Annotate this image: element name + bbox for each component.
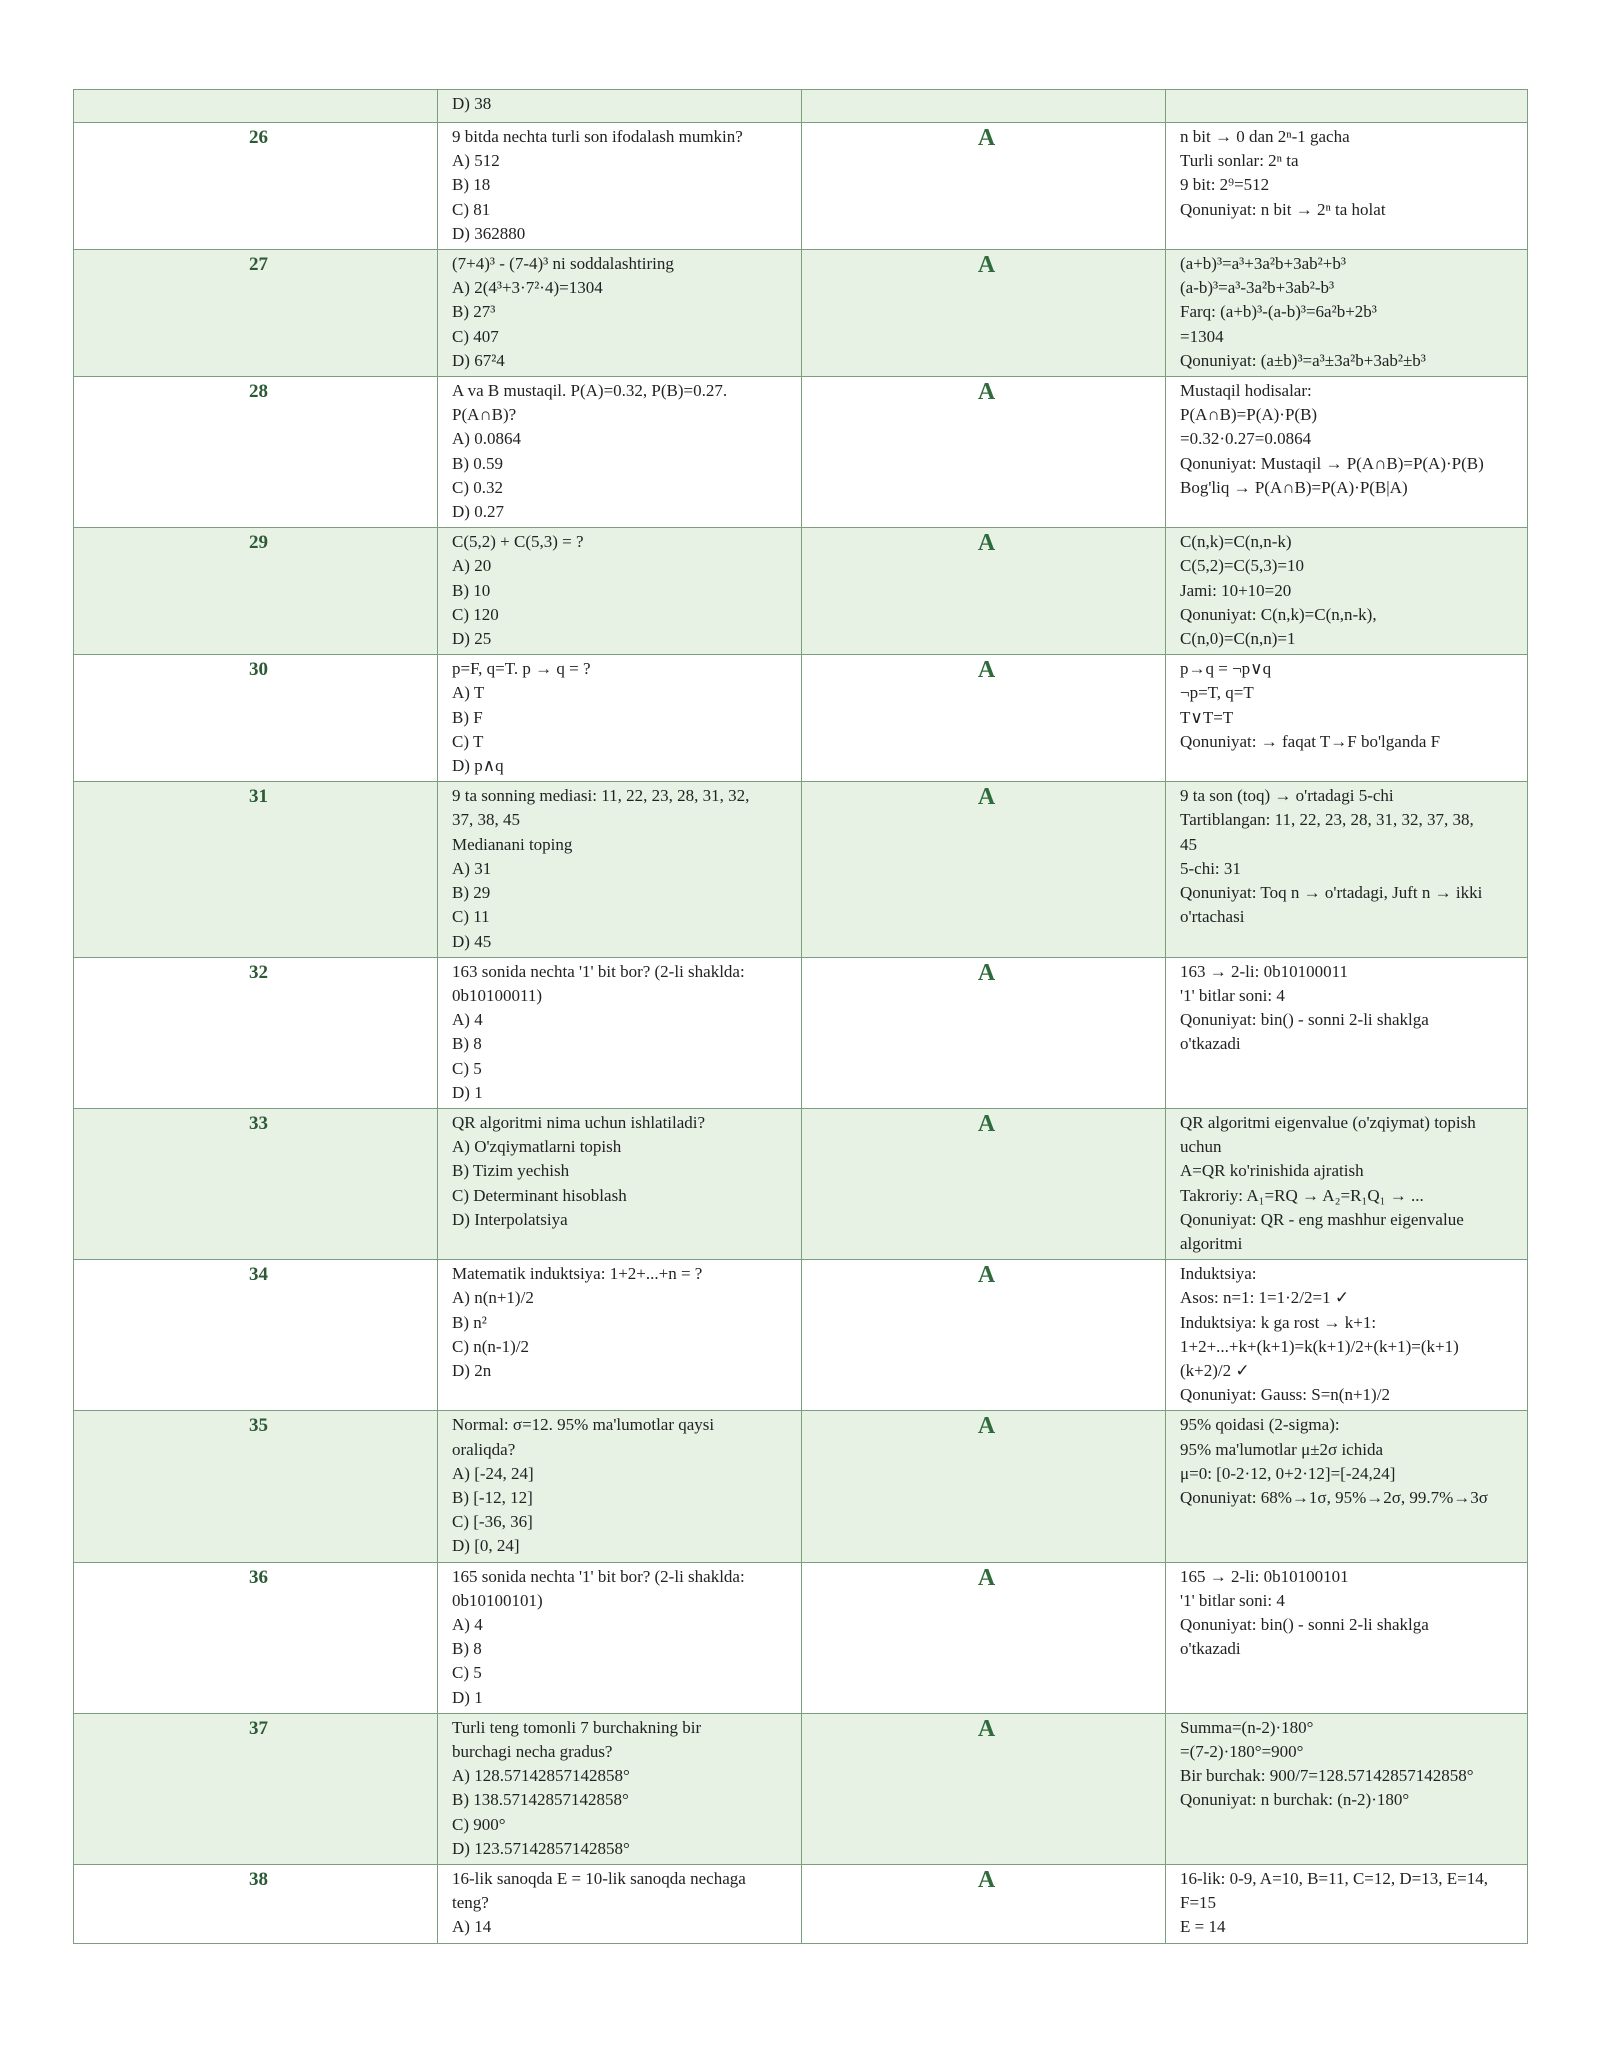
table-row	[74, 123, 1528, 250]
question-line: D) 38	[452, 94, 492, 113]
question-line: D) Interpolatsiya	[452, 1209, 568, 1229]
explanation-line: =0.32·0.27=0.0864	[1180, 429, 1312, 449]
quiz-table-body	[74, 90, 1528, 1944]
question-cell	[438, 250, 802, 377]
question-line: A) 14	[452, 1917, 492, 1937]
question-line: D) 2n	[452, 1360, 492, 1380]
question-number: 26	[74, 123, 438, 250]
correct-answer: A	[802, 1865, 1166, 1944]
explanation-line: o'tkazadi	[1180, 1034, 1241, 1054]
correct-answer: A	[802, 123, 1166, 250]
question-text: A va B mustaqil. P(A)=0.32, P(B)=0.27.	[452, 381, 728, 401]
question-line: D) 123.57142857142858°	[452, 1838, 630, 1858]
correct-answer: A	[802, 377, 1166, 528]
question-number: 34	[74, 1260, 438, 1411]
question-line: B) 29	[452, 883, 491, 903]
question-cell	[438, 90, 802, 123]
question-line: A) O'zqiymatlarni topish	[452, 1137, 622, 1157]
question-text: Turli teng tomonli 7 burchakning bir	[452, 1717, 702, 1737]
explanation-cell	[1166, 90, 1528, 123]
question-text: 16-lik sanoqda E = 10-lik sanoqda nechaga	[452, 1869, 746, 1889]
question-line: C) 407	[452, 326, 499, 346]
question-line: C) 900°	[452, 1814, 506, 1834]
explanation-cell	[1166, 528, 1528, 655]
explanation-line: uchun	[1180, 1137, 1222, 1157]
explanation-line: 16-lik: 0-9, A=10, B=11, C=12, D=13, E=14,	[1180, 1869, 1488, 1889]
explanation-cell	[1166, 250, 1528, 377]
question-line: B) 18	[452, 175, 491, 195]
correct-answer: A	[802, 1108, 1166, 1259]
explanation-line: 163 → 2-li: 0b10100011	[1180, 961, 1348, 981]
question-text: Matematik induktsiya: 1+2+...+n = ?	[452, 1264, 703, 1284]
question-cell	[438, 1411, 802, 1562]
explanation-line: Qonuniyat: n bit → 2ⁿ ta holat	[1180, 199, 1386, 219]
explanation-line: ¬p=T, q=T	[1180, 683, 1254, 703]
quiz-table	[73, 89, 1528, 1944]
explanation-line: Qonuniyat: QR - eng mashhur eigenvalue	[1180, 1209, 1464, 1229]
question-cell	[438, 1108, 802, 1259]
explanation-line: n bit → 0 dan 2ⁿ-1 gacha	[1180, 127, 1350, 146]
question-line: D) 67²4	[452, 350, 505, 370]
question-number: 37	[74, 1713, 438, 1864]
table-row	[74, 957, 1528, 1108]
question-line: burchagi necha gradus?	[452, 1742, 613, 1761]
explanation-line: Qonuniyat: C(n,k)=C(n,n-k),	[1180, 604, 1377, 624]
correct-answer: A	[802, 957, 1166, 1108]
question-number: 29	[74, 528, 438, 655]
explanation-line: (k+2)/2 ✓	[1180, 1360, 1250, 1380]
explanation-line: =1304	[1180, 326, 1224, 346]
question-number	[74, 90, 438, 123]
question-line: D) 45	[452, 931, 492, 951]
explanation-line: 9 ta son (toq) → o'rtadagi 5-chi	[1180, 786, 1394, 806]
question-text: p=F, q=T. p → q = ?	[452, 659, 591, 679]
explanation-line: Qonuniyat: Mustaqil → P(A∩B)=P(A)·P(B)	[1180, 453, 1484, 473]
question-number: 27	[74, 250, 438, 377]
question-cell	[438, 655, 802, 782]
question-line: C) 0.32	[452, 477, 503, 497]
question-line: B) 27³	[452, 302, 496, 322]
question-line: A) n(n+1)/2	[452, 1288, 534, 1308]
question-line: P(A∩B)?	[452, 405, 517, 425]
question-line: 0b10100101)	[452, 1590, 543, 1610]
explanation-line: '1' bitlar soni: 4	[1180, 1590, 1285, 1610]
explanation-line: Jami: 10+10=20	[1180, 580, 1292, 600]
explanation-line: C(n,0)=C(n,n)=1	[1180, 629, 1296, 649]
question-line: B) Tizim yechish	[452, 1161, 570, 1181]
question-number: 31	[74, 782, 438, 957]
question-cell	[438, 528, 802, 655]
question-line: teng?	[452, 1893, 489, 1913]
explanation-line: A=QR ko'rinishida ajratish	[1180, 1161, 1364, 1181]
explanation-line: o'tkazadi	[1180, 1639, 1241, 1659]
question-line: D) p∧q	[452, 756, 504, 776]
question-number: 35	[74, 1411, 438, 1562]
question-line: C) 5	[452, 1663, 482, 1683]
correct-answer: A	[802, 1411, 1166, 1562]
correct-answer: A	[802, 1562, 1166, 1713]
correct-answer: A	[802, 528, 1166, 655]
explanation-line: Qonuniyat: bin() - sonni 2-li shaklga	[1180, 1010, 1429, 1030]
explanation-line: '1' bitlar soni: 4	[1180, 985, 1285, 1005]
explanation-line: Summa=(n-2)·180°	[1180, 1717, 1314, 1737]
correct-answer: A	[802, 1260, 1166, 1411]
question-line: D) [0, 24]	[452, 1536, 520, 1556]
explanation-cell	[1166, 957, 1528, 1108]
explanation-line: Qonuniyat: 68%→1σ, 95%→2σ, 99.7%→3σ	[1180, 1487, 1488, 1507]
explanation-line: E = 14	[1180, 1917, 1226, 1937]
question-text: QR algoritmi nima uchun ishlatiladi?	[452, 1112, 706, 1132]
explanation-line: =(7-2)·180°=900°	[1180, 1742, 1304, 1761]
question-line: A) T	[452, 683, 485, 703]
question-line: B) 8	[452, 1034, 482, 1054]
question-text: C(5,2) + C(5,3) = ?	[452, 532, 584, 552]
question-text: 9 ta sonning mediasi: 11, 22, 23, 28, 31, 32,	[452, 786, 750, 806]
table-row	[74, 250, 1528, 377]
explanation-cell	[1166, 655, 1528, 782]
explanation-line: Qonuniyat: Toq n → o'rtadagi, Juft n → ikki	[1180, 883, 1483, 903]
explanation-line: Asos: n=1: 1=1·2/2=1 ✓	[1180, 1288, 1350, 1308]
correct-answer: A	[802, 250, 1166, 377]
table-row	[74, 782, 1528, 957]
explanation-line: p→q = ¬p∨q	[1180, 659, 1272, 679]
explanation-cell	[1166, 1260, 1528, 1411]
explanation-line: 95% ma'lumotlar μ±2σ ichida	[1180, 1439, 1383, 1459]
table-row	[74, 1562, 1528, 1713]
question-number: 28	[74, 377, 438, 528]
explanation-line: Qonuniyat: (a±b)³=a³±3a²b+3ab²±b³	[1180, 350, 1426, 370]
question-cell	[438, 1865, 802, 1944]
explanation-line: Induktsiya: k ga rost → k+1:	[1180, 1312, 1377, 1332]
explanation-line: Turli sonlar: 2ⁿ ta	[1180, 151, 1299, 171]
question-text: Normal: σ=12. 95% ma'lumotlar qaysi	[452, 1415, 715, 1435]
explanation-line: Bog'liq → P(A∩B)=P(A)·P(B|A)	[1180, 477, 1408, 497]
explanation-cell	[1166, 1865, 1528, 1944]
question-line: A) 31	[452, 858, 492, 878]
explanation-line: T∨T=T	[1180, 707, 1234, 727]
question-line: B) 8	[452, 1639, 482, 1659]
question-line: A) [-24, 24]	[452, 1463, 534, 1483]
question-line: A) 128.57142857142858°	[452, 1766, 630, 1786]
question-line: 0b10100011)	[452, 985, 543, 1005]
explanation-line: 1+2+...+k+(k+1)=k(k+1)/2+(k+1)=(k+1)	[1180, 1336, 1459, 1356]
question-line: D) 1	[452, 1082, 483, 1102]
question-line: C) 120	[452, 604, 499, 624]
question-line: D) 0.27	[452, 502, 504, 522]
question-line: B) 0.59	[452, 453, 503, 473]
question-cell	[438, 957, 802, 1108]
question-line: A) 2(4³+3·7²·4)=1304	[452, 278, 603, 298]
question-line: B) 138.57142857142858°	[452, 1790, 629, 1810]
explanation-line: Qonuniyat: Gauss: S=n(n+1)/2	[1180, 1385, 1390, 1405]
explanation-line: Qonuniyat: bin() - sonni 2-li shaklga	[1180, 1614, 1429, 1634]
question-cell	[438, 123, 802, 250]
explanation-line: 165 → 2-li: 0b10100101	[1180, 1566, 1349, 1586]
explanation-line: Takroriy: A₁=RQ → A₂=R₁Q₁ → ...	[1180, 1185, 1424, 1205]
explanation-line: Bir burchak: 900/7=128.57142857142858°	[1180, 1766, 1474, 1786]
table-row	[74, 377, 1528, 528]
table-row	[74, 1108, 1528, 1259]
explanation-line: Tartiblangan: 11, 22, 23, 28, 31, 32, 37, 38,	[1180, 810, 1474, 830]
explanation-cell	[1166, 782, 1528, 957]
question-cell	[438, 377, 802, 528]
explanation-line: (a-b)³=a³-3a²b+3ab²-b³	[1180, 278, 1335, 298]
correct-answer: A	[802, 1713, 1166, 1864]
explanation-cell	[1166, 1562, 1528, 1713]
explanation-cell	[1166, 377, 1528, 528]
question-line: C) T	[452, 731, 484, 751]
question-line: C) 5	[452, 1058, 482, 1078]
question-line: A) 0.0864	[452, 429, 521, 449]
correct-answer: A	[802, 782, 1166, 957]
explanation-line: QR algoritmi eigenvalue (o'zqiymat) topish	[1180, 1112, 1476, 1132]
explanation-line: Farq: (a+b)³-(a-b)³=6a²b+2b³	[1180, 302, 1377, 322]
question-line: A) 4	[452, 1614, 483, 1634]
question-line: B) n²	[452, 1312, 487, 1332]
explanation-line: μ=0: [0-2·12, 0+2·12]=[-24,24]	[1180, 1463, 1396, 1483]
question-line: C) [-36, 36]	[452, 1512, 533, 1532]
question-line: A) 4	[452, 1010, 483, 1030]
explanation-line: 45	[1180, 834, 1197, 854]
explanation-cell	[1166, 1411, 1528, 1562]
explanation-cell	[1166, 1108, 1528, 1259]
explanation-line: Mustaqil hodisalar:	[1180, 381, 1312, 401]
table-row	[74, 90, 1528, 123]
question-text: 9 bitda nechta turli son ifodalash mumkin?	[452, 127, 743, 146]
explanation-line: 9 bit: 2⁹=512	[1180, 175, 1270, 195]
explanation-line: C(n,k)=C(n,n-k)	[1180, 532, 1292, 552]
question-line: D) 25	[452, 629, 492, 649]
document-page	[73, 89, 1527, 1944]
explanation-line: algoritmi	[1180, 1233, 1243, 1253]
question-line: oraliqda?	[452, 1439, 516, 1459]
explanation-line: (a+b)³=a³+3a²b+3ab²+b³	[1180, 254, 1346, 274]
question-number: 30	[74, 655, 438, 782]
question-number: 33	[74, 1108, 438, 1259]
question-number: 32	[74, 957, 438, 1108]
question-text: 165 sonida nechta '1' bit bor? (2-li shaklda:	[452, 1566, 745, 1586]
explanation-line: Induktsiya:	[1180, 1264, 1257, 1284]
explanation-line: C(5,2)=C(5,3)=10	[1180, 556, 1304, 576]
correct-answer	[802, 90, 1166, 123]
table-row	[74, 1713, 1528, 1864]
table-row	[74, 655, 1528, 782]
question-line: C) 11	[452, 907, 490, 927]
question-number: 36	[74, 1562, 438, 1713]
question-line: Medianani toping	[452, 834, 573, 854]
table-row	[74, 528, 1528, 655]
explanation-line: P(A∩B)=P(A)·P(B)	[1180, 405, 1318, 425]
question-line: A) 20	[452, 556, 492, 576]
question-line: D) 362880	[452, 223, 526, 243]
question-cell	[438, 1562, 802, 1713]
question-line: C) n(n-1)/2	[452, 1336, 529, 1356]
table-row	[74, 1260, 1528, 1411]
question-text: (7+4)³ - (7-4)³ ni soddalashtiring	[452, 254, 674, 274]
question-line: B) F	[452, 707, 483, 727]
question-line: D) 1	[452, 1687, 483, 1707]
question-line: C) Determinant hisoblash	[452, 1185, 627, 1205]
question-cell	[438, 1713, 802, 1864]
explanation-line: F=15	[1180, 1893, 1217, 1913]
explanation-cell	[1166, 123, 1528, 250]
correct-answer: A	[802, 655, 1166, 782]
question-line: A) 512	[452, 151, 500, 171]
question-line: B) 10	[452, 580, 491, 600]
table-row	[74, 1865, 1528, 1944]
question-line: 37, 38, 45	[452, 810, 520, 830]
explanation-cell	[1166, 1713, 1528, 1864]
explanation-line: Qonuniyat: n burchak: (n-2)·180°	[1180, 1790, 1410, 1810]
question-line: C) 81	[452, 199, 491, 219]
explanation-line: o'rtachasi	[1180, 907, 1245, 927]
explanation-line: 5-chi: 31	[1180, 858, 1241, 878]
explanation-line: 95% qoidasi (2-sigma):	[1180, 1415, 1340, 1435]
table-row	[74, 1411, 1528, 1562]
question-cell	[438, 782, 802, 957]
question-text: 163 sonida nechta '1' bit bor? (2-li shaklda:	[452, 961, 745, 981]
question-line: B) [-12, 12]	[452, 1487, 533, 1507]
explanation-line: Qonuniyat: → faqat T→F bo'lganda F	[1180, 731, 1441, 751]
question-cell	[438, 1260, 802, 1411]
question-number: 38	[74, 1865, 438, 1944]
